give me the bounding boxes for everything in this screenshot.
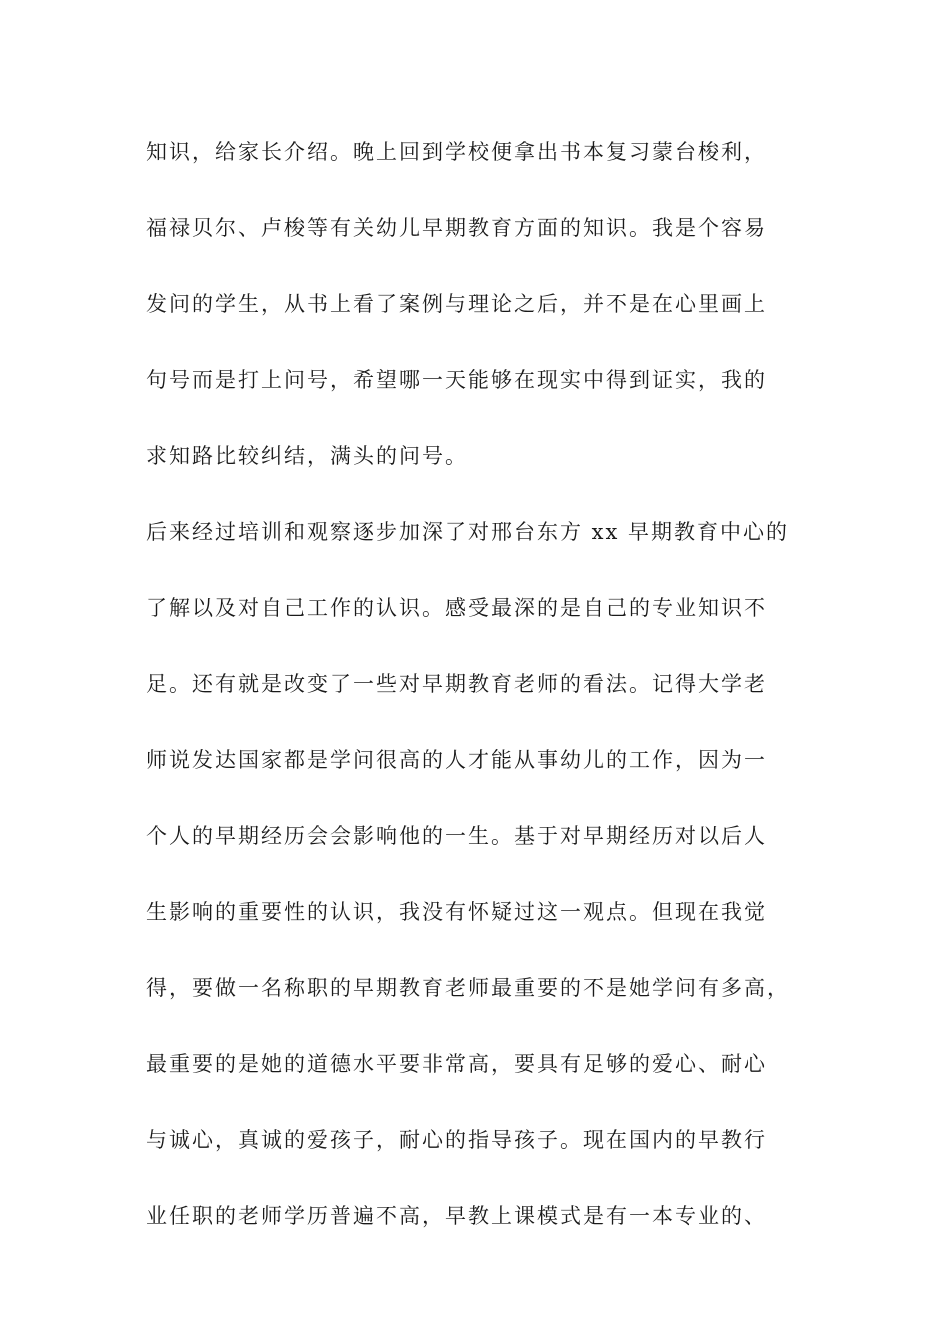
text-line: 师说发达国家都是学问很高的人才能从事幼儿的工作，因为一 — [146, 748, 767, 772]
text-line: 与诚心，真诚的爱孩子，耐心的指导孩子。现在国内的早教行 — [146, 1128, 767, 1152]
text-line: 福禄贝尔、卢梭等有关幼儿早期教育方面的知识。我是个容易 — [146, 216, 767, 240]
text-line: 了解以及对自己工作的认识。感受最深的是自己的专业知识不 — [146, 596, 767, 620]
text-line: 句号而是打上问号，希望哪一天能够在现实中得到证实，我的 — [146, 368, 767, 392]
text-line: 业任职的老师学历普遍不高，早教上课模式是有一本专业的、 — [146, 1204, 767, 1228]
text-line: 生影响的重要性的认识，我没有怀疑过这一观点。但现在我觉 — [146, 900, 767, 924]
paragraph — [146, 128, 818, 508]
text-line: 足。还有就是改变了一些对早期教育老师的看法。记得大学老 — [146, 672, 767, 696]
text-line: 知识，给家长介绍。晚上回到学校便拿出书本复习蒙台梭利， — [146, 140, 767, 164]
document-body — [146, 128, 818, 1268]
text-line: 得，要做一名称职的早期教育老师最重要的不是她学问有多高， — [146, 976, 790, 1000]
text-line: 求知路比较纠结，满头的问号。 — [146, 444, 468, 468]
text-line: 发问的学生，从书上看了案例与理论之后，并不是在心里画上 — [146, 292, 767, 316]
text-line: 后来经过培训和观察逐步加深了对邢台东方 xx 早期教育中心的 — [146, 520, 790, 544]
paragraph — [146, 508, 818, 1268]
text-line: 最重要的是她的道德水平要非常高，要具有足够的爱心、耐心 — [146, 1052, 767, 1076]
text-line: 个人的早期经历会会影响他的一生。基于对早期经历对以后人 — [146, 824, 767, 848]
